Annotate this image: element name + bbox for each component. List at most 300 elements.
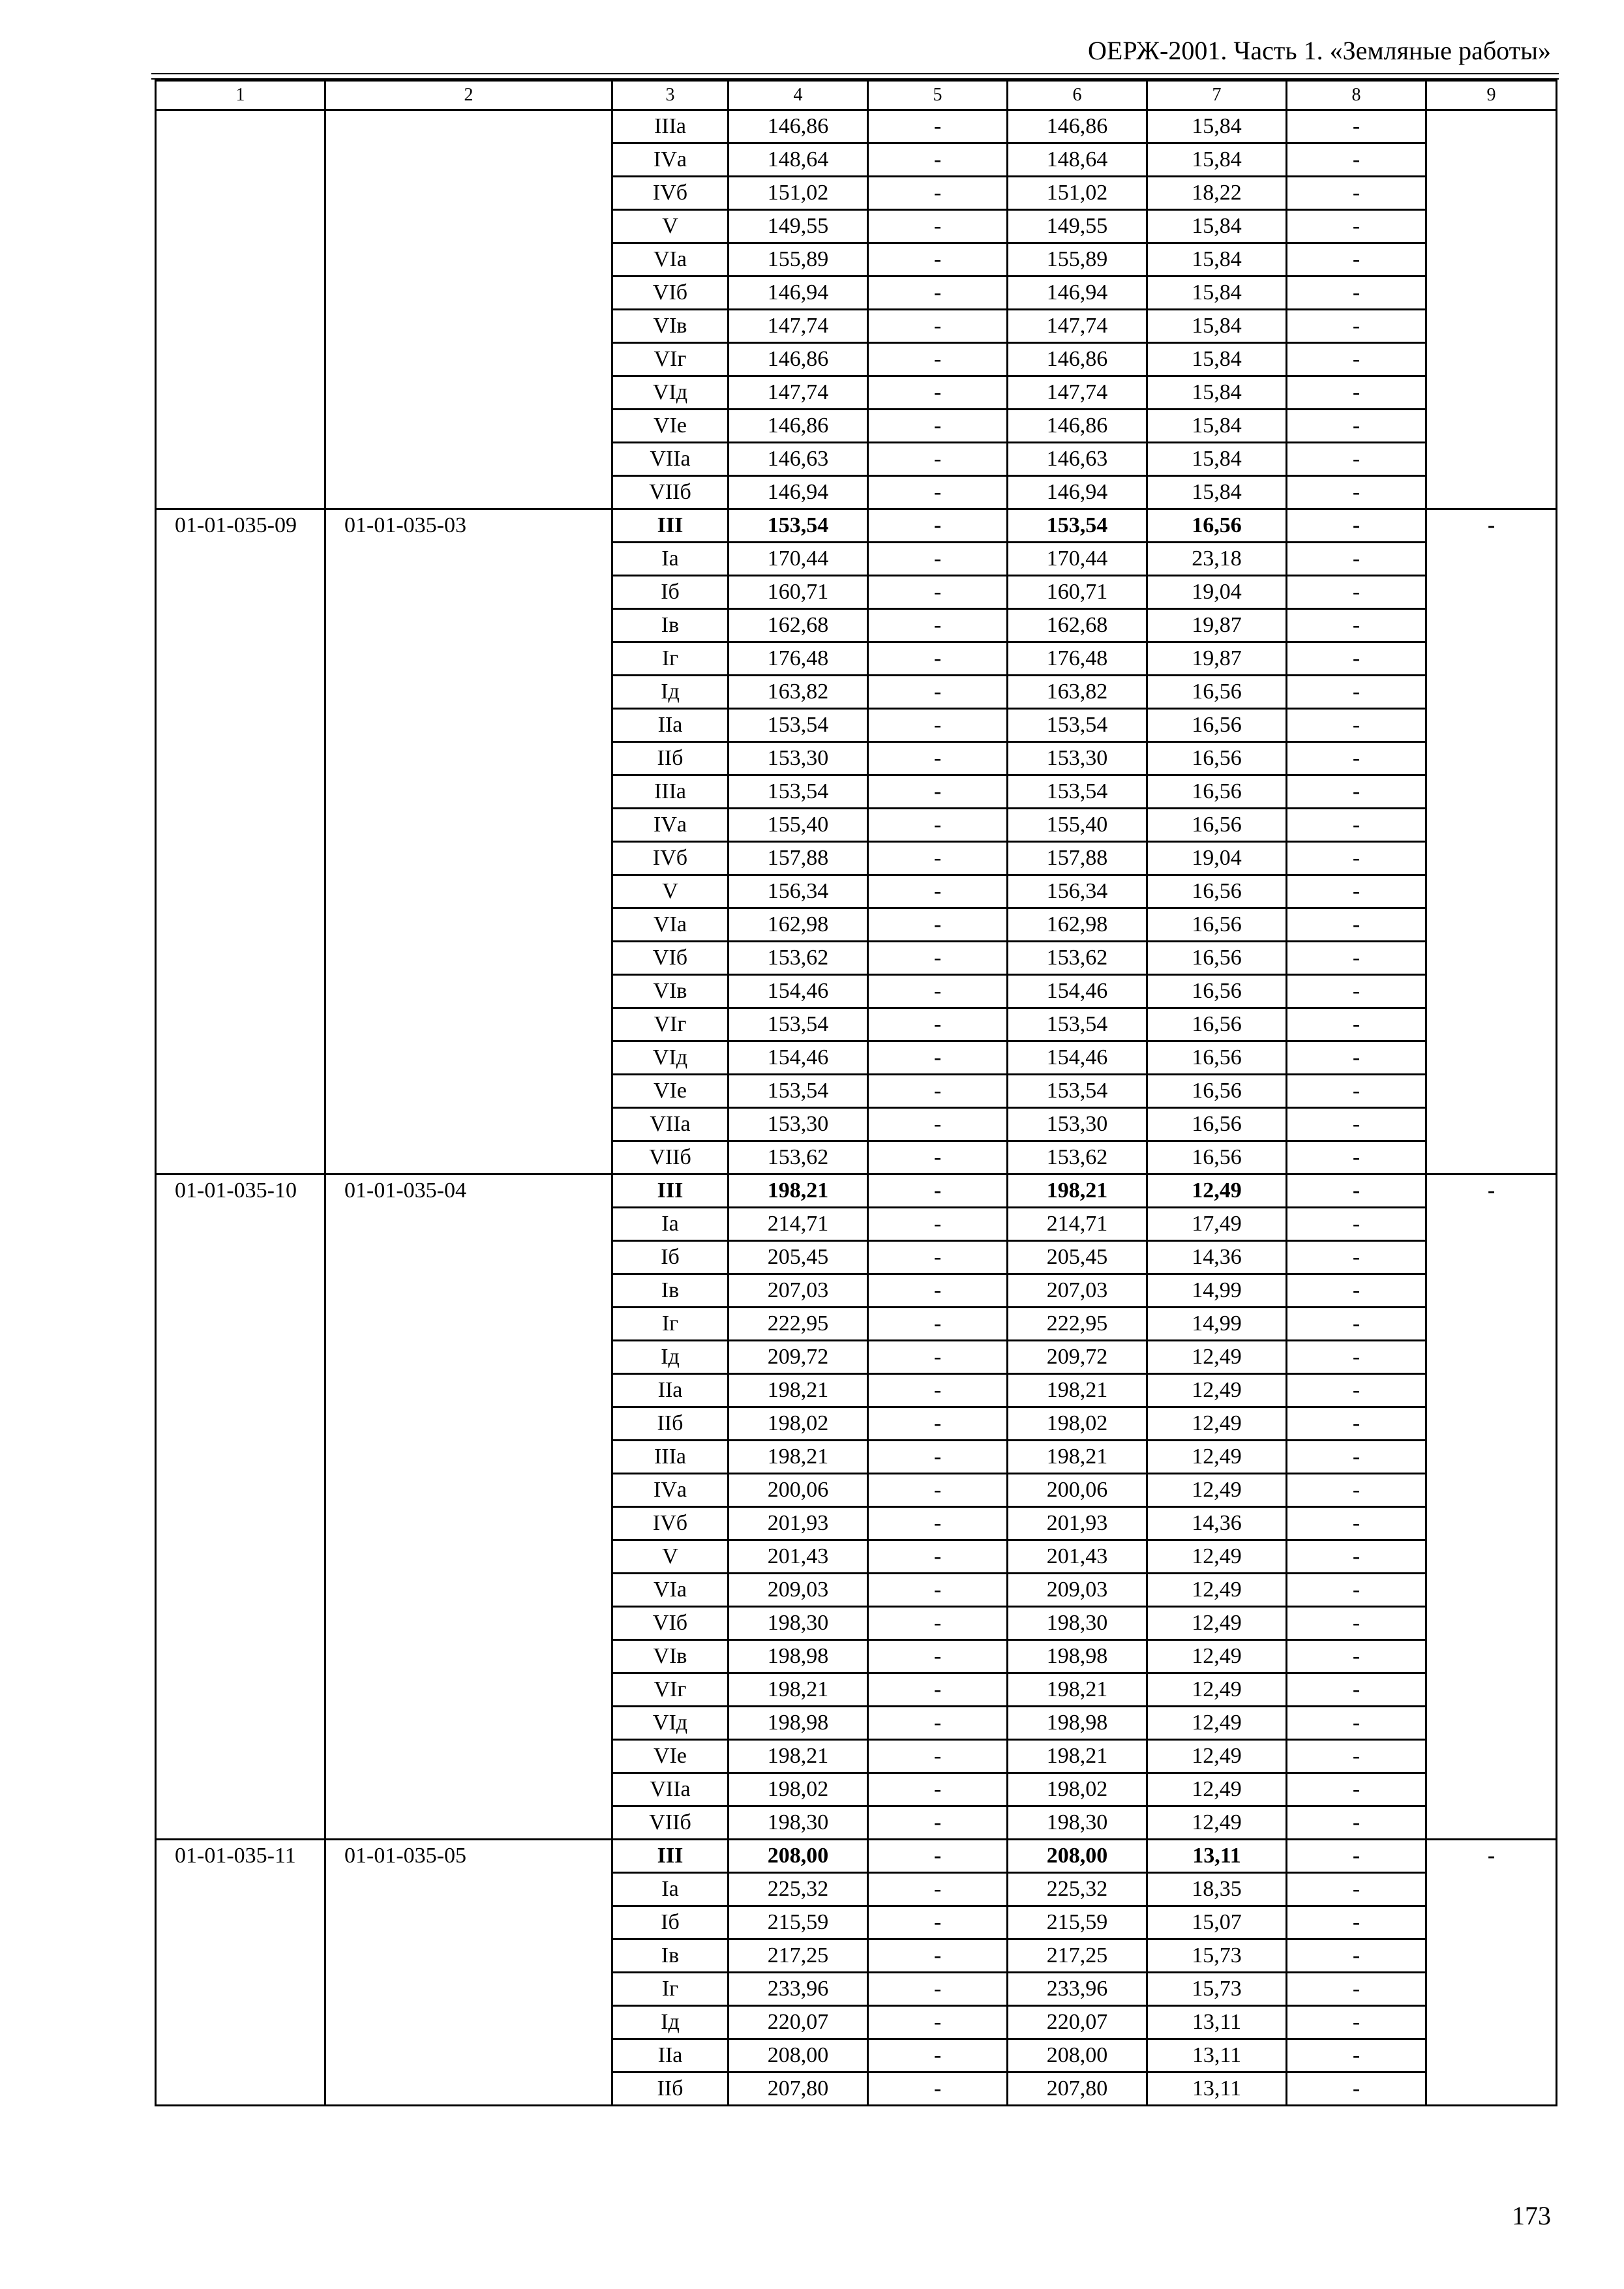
value-cell: 198,02 bbox=[1008, 1773, 1147, 1806]
value-cell: - bbox=[868, 1241, 1008, 1274]
value-cell: - bbox=[1287, 1441, 1426, 1474]
value-cell: - bbox=[1287, 543, 1426, 576]
zone-cell: V bbox=[612, 1540, 729, 1574]
value-cell: 12,49 bbox=[1147, 1806, 1287, 1840]
zone-cell: VIIа bbox=[612, 443, 729, 476]
value-cell: 153,30 bbox=[1008, 1108, 1147, 1141]
value-cell: 157,88 bbox=[729, 842, 868, 875]
value-cell: - bbox=[1287, 975, 1426, 1008]
zone-cell: IIIа bbox=[612, 1441, 729, 1474]
zone-cell: VIа bbox=[612, 908, 729, 942]
zone-cell: VIа bbox=[612, 243, 729, 277]
value-cell: 146,63 bbox=[1008, 443, 1147, 476]
value-cell: 12,49 bbox=[1147, 1341, 1287, 1374]
value-cell: 19,87 bbox=[1147, 642, 1287, 676]
zone-cell: VIд bbox=[612, 1707, 729, 1740]
value-cell: - bbox=[1287, 842, 1426, 875]
value-cell: - bbox=[1287, 942, 1426, 975]
value-cell: - bbox=[868, 1041, 1008, 1075]
zone-cell: VIIб bbox=[612, 1806, 729, 1840]
column-number: 2 bbox=[325, 81, 612, 110]
value-cell: 12,49 bbox=[1147, 1707, 1287, 1740]
value-cell: - bbox=[868, 1075, 1008, 1108]
column-number: 6 bbox=[1008, 81, 1147, 110]
value-cell: 16,56 bbox=[1147, 509, 1287, 543]
zone-cell: V bbox=[612, 210, 729, 243]
value-cell: - bbox=[868, 443, 1008, 476]
value-cell: 205,45 bbox=[729, 1241, 868, 1274]
value-cell: - bbox=[868, 1973, 1008, 2006]
zone-cell: IVа bbox=[612, 1474, 729, 1507]
value-cell: 198,21 bbox=[729, 1374, 868, 1407]
rate-code-cell: 01-01-035-11 bbox=[156, 1840, 325, 2106]
value-cell: 12,49 bbox=[1147, 1374, 1287, 1407]
value-cell: 222,95 bbox=[729, 1308, 868, 1341]
value-cell: - bbox=[1287, 1474, 1426, 1507]
value-cell: - bbox=[1287, 1208, 1426, 1241]
value-cell: 15,84 bbox=[1147, 277, 1287, 310]
zone-cell: IIа bbox=[612, 1374, 729, 1407]
value-cell: - bbox=[868, 2072, 1008, 2106]
value-cell: 15,84 bbox=[1147, 343, 1287, 376]
zone-cell: Iб bbox=[612, 1241, 729, 1274]
value-cell: 15,73 bbox=[1147, 1973, 1287, 2006]
value-cell: - bbox=[868, 1840, 1008, 1873]
rate-code-cell: 01-01-035-09 bbox=[156, 509, 325, 1174]
value-cell: 207,80 bbox=[729, 2072, 868, 2106]
value-cell: - bbox=[1287, 1075, 1426, 1108]
value-cell: - bbox=[868, 975, 1008, 1008]
value-cell: 148,64 bbox=[729, 143, 868, 177]
value-cell: 12,49 bbox=[1147, 1607, 1287, 1640]
value-cell: - bbox=[868, 1474, 1008, 1507]
reference-code-cell bbox=[325, 110, 612, 509]
value-cell: - bbox=[868, 277, 1008, 310]
value-cell: - bbox=[868, 1008, 1008, 1041]
value-cell: 14,99 bbox=[1147, 1308, 1287, 1341]
value-cell: - bbox=[868, 1174, 1008, 1208]
table-row bbox=[156, 1174, 1557, 1208]
value-cell: - bbox=[1287, 1806, 1426, 1840]
value-cell: 208,00 bbox=[1008, 2039, 1147, 2072]
value-cell: - bbox=[868, 1308, 1008, 1341]
value-cell: 214,71 bbox=[729, 1208, 868, 1241]
rate-code-cell bbox=[156, 110, 325, 509]
value-cell: 23,18 bbox=[1147, 543, 1287, 576]
reference-code-cell: 01-01-035-05 bbox=[325, 1840, 612, 2106]
value-cell: - bbox=[1287, 1374, 1426, 1407]
value-cell: 16,56 bbox=[1147, 775, 1287, 809]
value-cell: 151,02 bbox=[1008, 177, 1147, 210]
value-cell: 198,21 bbox=[1008, 1673, 1147, 1707]
value-cell: 12,49 bbox=[1147, 1174, 1287, 1208]
value-cell: 146,86 bbox=[1008, 110, 1147, 143]
zone-cell: Iа bbox=[612, 1208, 729, 1241]
value-cell: 198,21 bbox=[729, 1673, 868, 1707]
value-cell: 16,56 bbox=[1147, 1141, 1287, 1174]
value-cell: 198,21 bbox=[729, 1740, 868, 1773]
value-cell: - bbox=[1287, 2006, 1426, 2039]
value-cell: 162,98 bbox=[729, 908, 868, 942]
zone-cell: Iв bbox=[612, 1274, 729, 1308]
value-cell: 153,30 bbox=[1008, 742, 1147, 775]
value-cell: 153,54 bbox=[729, 509, 868, 543]
value-cell: 153,62 bbox=[729, 942, 868, 975]
value-cell: - bbox=[1287, 376, 1426, 410]
value-cell: - bbox=[1287, 1274, 1426, 1308]
value-cell: - bbox=[1287, 1507, 1426, 1540]
value-cell: 12,49 bbox=[1147, 1574, 1287, 1607]
value-cell: 154,46 bbox=[729, 975, 868, 1008]
value-cell: - bbox=[868, 875, 1008, 908]
column-number: 1 bbox=[156, 81, 325, 110]
value-cell: - bbox=[868, 642, 1008, 676]
zone-cell: VIе bbox=[612, 1740, 729, 1773]
zone-cell: Iд bbox=[612, 676, 729, 709]
value-cell: 207,03 bbox=[729, 1274, 868, 1308]
value-cell: - bbox=[868, 143, 1008, 177]
value-cell: 12,49 bbox=[1147, 1540, 1287, 1574]
value-cell: - bbox=[1287, 110, 1426, 143]
value-cell: 209,03 bbox=[1008, 1574, 1147, 1607]
value-cell: - bbox=[1287, 1906, 1426, 1939]
value-cell: - bbox=[868, 842, 1008, 875]
value-cell: 176,48 bbox=[1008, 642, 1147, 676]
value-cell: 16,56 bbox=[1147, 975, 1287, 1008]
value-cell: - bbox=[1287, 410, 1426, 443]
value-cell: 153,54 bbox=[729, 775, 868, 809]
zone-cell: VIг bbox=[612, 1673, 729, 1707]
zone-cell: IIб bbox=[612, 2072, 729, 2106]
value-cell: 156,34 bbox=[1008, 875, 1147, 908]
column-number-row bbox=[156, 81, 1557, 110]
value-cell: - bbox=[868, 1939, 1008, 1973]
value-cell: 13,11 bbox=[1147, 1840, 1287, 1873]
value-cell: 170,44 bbox=[729, 543, 868, 576]
value-cell: 15,84 bbox=[1147, 210, 1287, 243]
value-cell: 146,86 bbox=[1008, 410, 1147, 443]
value-cell: 198,21 bbox=[1008, 1374, 1147, 1407]
zone-cell: III bbox=[612, 1174, 729, 1208]
value-cell: 153,54 bbox=[729, 1008, 868, 1041]
value-cell: 162,98 bbox=[1008, 908, 1147, 942]
value-cell: - bbox=[868, 1640, 1008, 1673]
value-cell: 198,30 bbox=[729, 1607, 868, 1640]
zone-cell: Iб bbox=[612, 576, 729, 609]
value-cell: 17,49 bbox=[1147, 1208, 1287, 1241]
value-cell: 198,21 bbox=[1008, 1441, 1147, 1474]
zone-cell: VIе bbox=[612, 1075, 729, 1108]
value-cell: 162,68 bbox=[1008, 609, 1147, 642]
value-cell: - bbox=[1287, 1141, 1426, 1174]
zone-cell: III bbox=[612, 1840, 729, 1873]
zone-cell: IVб bbox=[612, 177, 729, 210]
zone-cell: III bbox=[612, 509, 729, 543]
value-cell: - bbox=[868, 1507, 1008, 1540]
zone-cell: VIв bbox=[612, 310, 729, 343]
column-number: 8 bbox=[1287, 81, 1426, 110]
zone-cell: VIв bbox=[612, 1640, 729, 1673]
value-cell: 154,46 bbox=[1008, 975, 1147, 1008]
value-cell: - bbox=[868, 1341, 1008, 1374]
value-cell: 208,00 bbox=[729, 2039, 868, 2072]
zone-cell: IVа bbox=[612, 143, 729, 177]
value-cell: - bbox=[1287, 1640, 1426, 1673]
value-cell: 16,56 bbox=[1147, 742, 1287, 775]
value-cell: 200,06 bbox=[729, 1474, 868, 1507]
zone-cell: V bbox=[612, 875, 729, 908]
value-cell: - bbox=[868, 2006, 1008, 2039]
value-cell: 148,64 bbox=[1008, 143, 1147, 177]
value-cell: 160,71 bbox=[729, 576, 868, 609]
value-cell: 147,74 bbox=[729, 310, 868, 343]
value-cell: 207,03 bbox=[1008, 1274, 1147, 1308]
header-rule-top bbox=[151, 73, 1559, 74]
value-cell: 146,94 bbox=[729, 476, 868, 509]
value-cell: 16,56 bbox=[1147, 908, 1287, 942]
value-cell: 14,99 bbox=[1147, 1274, 1287, 1308]
value-cell: - bbox=[868, 942, 1008, 975]
value-cell: 157,88 bbox=[1008, 842, 1147, 875]
value-cell: - bbox=[868, 775, 1008, 809]
value-cell: 198,98 bbox=[1008, 1640, 1147, 1673]
value-cell: 209,03 bbox=[729, 1574, 868, 1607]
value-cell: 217,25 bbox=[729, 1939, 868, 1973]
value-cell: - bbox=[868, 410, 1008, 443]
value-cell: - bbox=[868, 343, 1008, 376]
value-cell: - bbox=[1287, 908, 1426, 942]
value-cell: 155,89 bbox=[729, 243, 868, 277]
value-cell: 198,21 bbox=[1008, 1740, 1147, 1773]
value-cell: 154,46 bbox=[1008, 1041, 1147, 1075]
value-cell: 15,07 bbox=[1147, 1906, 1287, 1939]
column-9-cell: - bbox=[1426, 509, 1557, 1174]
value-cell: - bbox=[868, 1274, 1008, 1308]
value-cell: 15,84 bbox=[1147, 443, 1287, 476]
value-cell: 198,98 bbox=[1008, 1707, 1147, 1740]
value-cell: - bbox=[868, 177, 1008, 210]
value-cell: - bbox=[868, 1673, 1008, 1707]
column-9-cell bbox=[1426, 110, 1557, 509]
value-cell: - bbox=[1287, 1773, 1426, 1806]
zone-cell: Iа bbox=[612, 543, 729, 576]
value-cell: 16,56 bbox=[1147, 1108, 1287, 1141]
value-cell: 201,43 bbox=[1008, 1540, 1147, 1574]
value-cell: 222,95 bbox=[1008, 1308, 1147, 1341]
value-cell: 12,49 bbox=[1147, 1407, 1287, 1441]
value-cell: 153,54 bbox=[1008, 509, 1147, 543]
value-cell: 12,49 bbox=[1147, 1773, 1287, 1806]
zone-cell: Iг bbox=[612, 642, 729, 676]
column-number: 4 bbox=[729, 81, 868, 110]
value-cell: - bbox=[1287, 1973, 1426, 2006]
value-cell: 14,36 bbox=[1147, 1241, 1287, 1274]
value-cell: 15,73 bbox=[1147, 1939, 1287, 1973]
value-cell: 15,84 bbox=[1147, 243, 1287, 277]
value-cell: 15,84 bbox=[1147, 110, 1287, 143]
value-cell: 153,62 bbox=[1008, 942, 1147, 975]
value-cell: 12,49 bbox=[1147, 1673, 1287, 1707]
value-cell: - bbox=[868, 908, 1008, 942]
zone-cell: VIIб bbox=[612, 476, 729, 509]
value-cell: - bbox=[1287, 1241, 1426, 1274]
value-cell: 16,56 bbox=[1147, 709, 1287, 742]
column-number: 3 bbox=[612, 81, 729, 110]
value-cell: 201,93 bbox=[1008, 1507, 1147, 1540]
zone-cell: IIа bbox=[612, 709, 729, 742]
column-number: 5 bbox=[868, 81, 1008, 110]
zone-cell: VIа bbox=[612, 1574, 729, 1607]
value-cell: 153,54 bbox=[1008, 1075, 1147, 1108]
value-cell: - bbox=[1287, 742, 1426, 775]
value-cell: 163,82 bbox=[1008, 676, 1147, 709]
column-9-cell: - bbox=[1426, 1174, 1557, 1840]
value-cell: 18,35 bbox=[1147, 1873, 1287, 1906]
value-cell: 153,54 bbox=[729, 1075, 868, 1108]
value-cell: 15,84 bbox=[1147, 143, 1287, 177]
value-cell: 15,84 bbox=[1147, 310, 1287, 343]
value-cell: - bbox=[1287, 775, 1426, 809]
value-cell: 201,93 bbox=[729, 1507, 868, 1540]
value-cell: 153,54 bbox=[729, 709, 868, 742]
zone-cell: Iв bbox=[612, 1939, 729, 1973]
value-cell: 146,94 bbox=[1008, 476, 1147, 509]
zone-cell: Iд bbox=[612, 2006, 729, 2039]
value-cell: 146,86 bbox=[729, 110, 868, 143]
value-cell: - bbox=[868, 1141, 1008, 1174]
value-cell: 198,30 bbox=[1008, 1607, 1147, 1640]
value-cell: - bbox=[868, 809, 1008, 842]
value-cell: - bbox=[868, 709, 1008, 742]
value-cell: - bbox=[868, 1707, 1008, 1740]
value-cell: 215,59 bbox=[1008, 1906, 1147, 1939]
value-cell: 19,04 bbox=[1147, 842, 1287, 875]
zone-cell: VIб bbox=[612, 1607, 729, 1640]
value-cell: - bbox=[1287, 1939, 1426, 1973]
value-cell: - bbox=[1287, 143, 1426, 177]
value-cell: - bbox=[1287, 1707, 1426, 1740]
value-cell: - bbox=[1287, 2039, 1426, 2072]
value-cell: - bbox=[1287, 609, 1426, 642]
value-cell: 208,00 bbox=[729, 1840, 868, 1873]
value-cell: - bbox=[868, 1806, 1008, 1840]
table-row bbox=[156, 1840, 1557, 1873]
reference-code-cell: 01-01-035-03 bbox=[325, 509, 612, 1174]
value-cell: - bbox=[1287, 343, 1426, 376]
value-cell: - bbox=[1287, 243, 1426, 277]
value-cell: 15,84 bbox=[1147, 410, 1287, 443]
value-cell: 220,07 bbox=[729, 2006, 868, 2039]
value-cell: 151,02 bbox=[729, 177, 868, 210]
zone-cell: VIIб bbox=[612, 1141, 729, 1174]
zone-cell: IIа bbox=[612, 2039, 729, 2072]
value-cell: 207,80 bbox=[1008, 2072, 1147, 2106]
value-cell: - bbox=[1287, 809, 1426, 842]
value-cell: 16,56 bbox=[1147, 809, 1287, 842]
reference-code-cell: 01-01-035-04 bbox=[325, 1174, 612, 1840]
rates-table bbox=[155, 80, 1557, 2106]
value-cell: 198,21 bbox=[1008, 1174, 1147, 1208]
value-cell: - bbox=[1287, 1041, 1426, 1075]
table-row bbox=[156, 110, 1557, 143]
zone-cell: IIб bbox=[612, 1407, 729, 1441]
zone-cell: IIIа bbox=[612, 775, 729, 809]
value-cell: 198,98 bbox=[729, 1707, 868, 1740]
value-cell: 16,56 bbox=[1147, 1008, 1287, 1041]
value-cell: - bbox=[868, 1773, 1008, 1806]
value-cell: - bbox=[1287, 676, 1426, 709]
value-cell: - bbox=[1287, 476, 1426, 509]
value-cell: 198,30 bbox=[729, 1806, 868, 1840]
value-cell: 12,49 bbox=[1147, 1740, 1287, 1773]
zone-cell: IVб bbox=[612, 842, 729, 875]
rate-code-cell: 01-01-035-10 bbox=[156, 1174, 325, 1840]
value-cell: 153,54 bbox=[1008, 775, 1147, 809]
value-cell: 163,82 bbox=[729, 676, 868, 709]
value-cell: 153,54 bbox=[1008, 1008, 1147, 1041]
value-cell: - bbox=[1287, 1008, 1426, 1041]
value-cell: 16,56 bbox=[1147, 942, 1287, 975]
value-cell: 12,49 bbox=[1147, 1640, 1287, 1673]
value-cell: 198,02 bbox=[729, 1407, 868, 1441]
zone-cell: IIб bbox=[612, 742, 729, 775]
value-cell: 198,30 bbox=[1008, 1806, 1147, 1840]
value-cell: 15,84 bbox=[1147, 376, 1287, 410]
value-cell: 153,54 bbox=[1008, 709, 1147, 742]
value-cell: - bbox=[1287, 443, 1426, 476]
value-cell: 225,32 bbox=[1008, 1873, 1147, 1906]
value-cell: 155,89 bbox=[1008, 243, 1147, 277]
value-cell: - bbox=[1287, 1308, 1426, 1341]
value-cell: - bbox=[1287, 1840, 1426, 1873]
zone-cell: IVб bbox=[612, 1507, 729, 1540]
value-cell: 217,25 bbox=[1008, 1939, 1147, 1973]
value-cell: - bbox=[868, 742, 1008, 775]
value-cell: - bbox=[868, 1740, 1008, 1773]
value-cell: - bbox=[868, 1407, 1008, 1441]
value-cell: - bbox=[868, 1540, 1008, 1574]
value-cell: - bbox=[868, 1108, 1008, 1141]
value-cell: 209,72 bbox=[1008, 1341, 1147, 1374]
page-number: 173 bbox=[1512, 2201, 1551, 2230]
value-cell: 198,21 bbox=[729, 1174, 868, 1208]
value-cell: - bbox=[1287, 576, 1426, 609]
value-cell: - bbox=[1287, 1740, 1426, 1773]
value-cell: 153,30 bbox=[729, 742, 868, 775]
value-cell: - bbox=[1287, 177, 1426, 210]
value-cell: 198,02 bbox=[729, 1773, 868, 1806]
value-cell: - bbox=[868, 1574, 1008, 1607]
zone-cell: VIе bbox=[612, 410, 729, 443]
value-cell: - bbox=[1287, 875, 1426, 908]
zone-cell: VIд bbox=[612, 1041, 729, 1075]
value-cell: - bbox=[868, 110, 1008, 143]
value-cell: - bbox=[868, 310, 1008, 343]
value-cell: - bbox=[1287, 2072, 1426, 2106]
value-cell: 18,22 bbox=[1147, 177, 1287, 210]
value-cell: 13,11 bbox=[1147, 2039, 1287, 2072]
value-cell: 19,87 bbox=[1147, 609, 1287, 642]
page-header-title: ОЕРЖ-2001. Часть 1. «Земляные работы» bbox=[1088, 36, 1551, 65]
value-cell: - bbox=[1287, 1574, 1426, 1607]
zone-cell: VIв bbox=[612, 975, 729, 1008]
value-cell: 16,56 bbox=[1147, 676, 1287, 709]
value-cell: 220,07 bbox=[1008, 2006, 1147, 2039]
value-cell: 208,00 bbox=[1008, 1840, 1147, 1873]
value-cell: 200,06 bbox=[1008, 1474, 1147, 1507]
zone-cell: VIг bbox=[612, 343, 729, 376]
value-cell: - bbox=[868, 509, 1008, 543]
